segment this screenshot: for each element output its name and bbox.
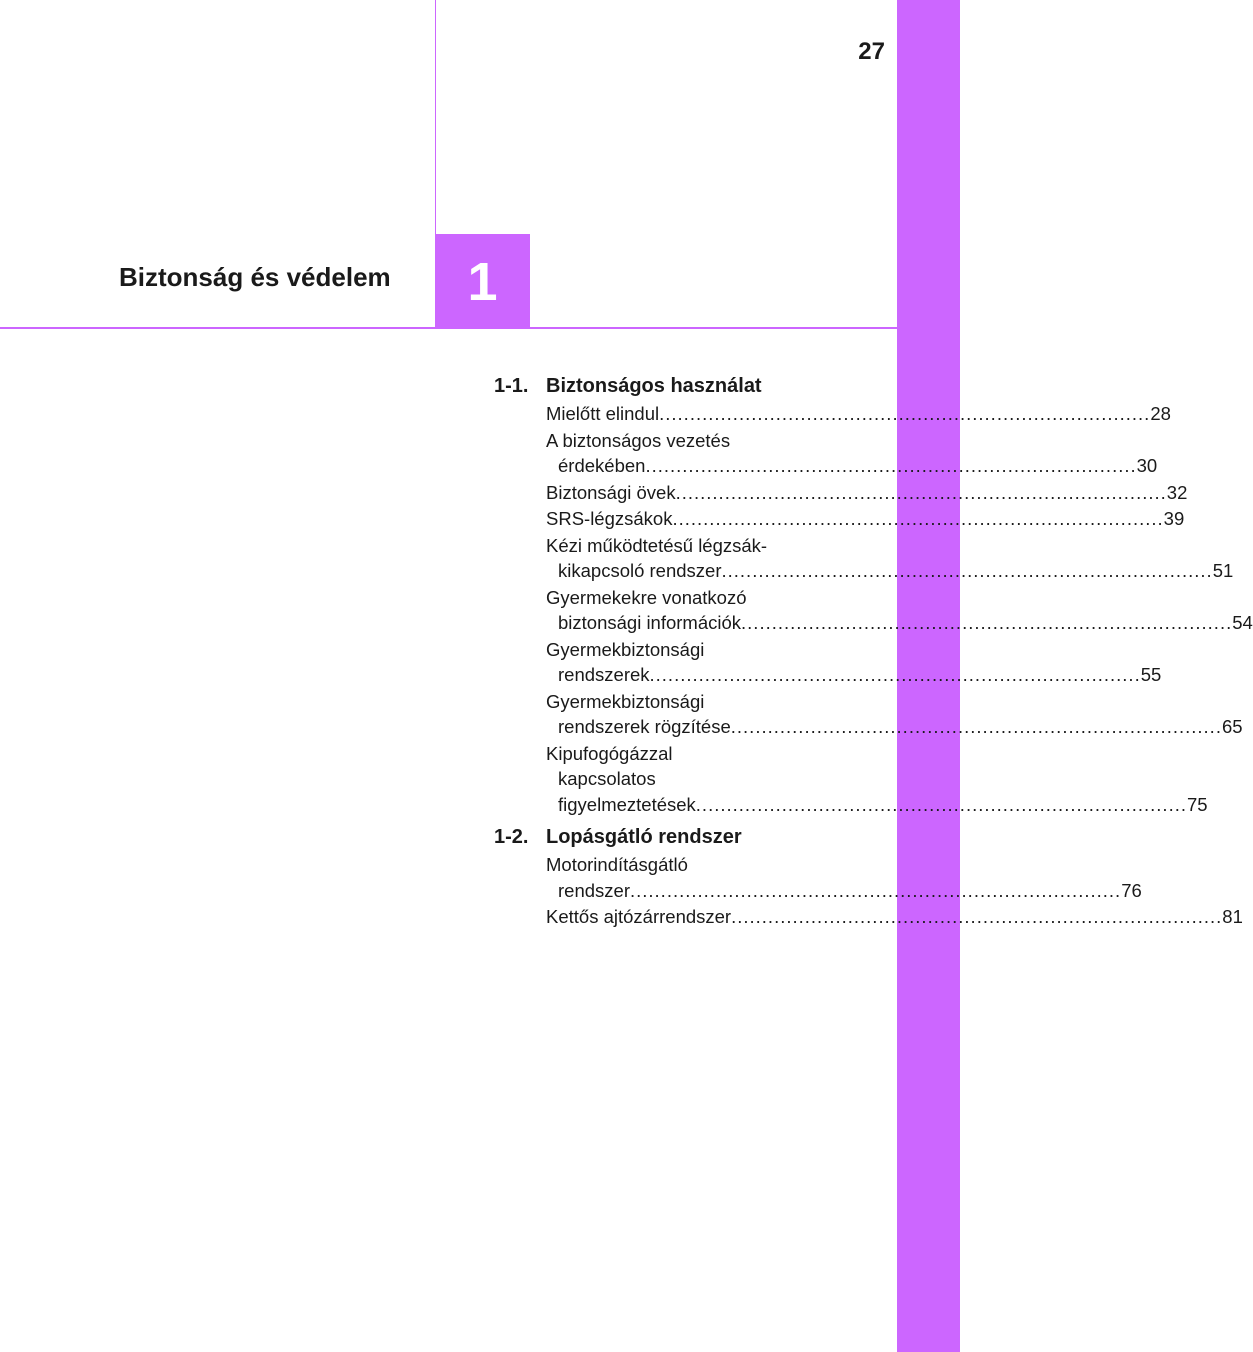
toc-entry-text: Kettős ajtózárrendszer bbox=[546, 906, 732, 927]
toc-entry-text: A biztonságos vezetés bbox=[546, 429, 731, 451]
toc-entry-text: Biztonsági övek bbox=[546, 481, 676, 503]
toc-page-number: 54 bbox=[1232, 612, 1253, 633]
toc-page-number: 76 bbox=[1121, 879, 1142, 901]
dot-leader: ................................................................................ bbox=[649, 664, 1141, 685]
toc-entry-text: Kipufogógázzal bbox=[546, 742, 673, 764]
toc-page-number: 28 bbox=[1150, 403, 1171, 424]
toc-page-number: 32 bbox=[1166, 481, 1188, 503]
toc-entry-text: Gyermekbiztonsági bbox=[546, 690, 705, 712]
toc-entry[interactable] bbox=[546, 480, 1188, 506]
toc-entry-list bbox=[546, 401, 1253, 817]
page-number: 27 bbox=[858, 38, 885, 65]
toc-entry-text: figyelmeztetések bbox=[558, 793, 696, 815]
toc-entry-text: rendszerek bbox=[558, 664, 650, 685]
dot-leader: ................................................................................ bbox=[730, 716, 1222, 737]
toc-entry-text: SRS-légzsákok bbox=[546, 508, 673, 529]
toc-entry[interactable] bbox=[546, 637, 1162, 688]
toc-page-number: 39 bbox=[1163, 508, 1185, 529]
section-number: 1-1. bbox=[494, 375, 529, 397]
section-title: Biztonságos használat bbox=[546, 375, 762, 397]
toc-entry-text: rendszerek rögzítése bbox=[558, 716, 731, 737]
toc-entry[interactable] bbox=[546, 428, 1158, 479]
toc-page-number: 30 bbox=[1136, 455, 1158, 476]
toc-entry-text: kikapcsoló rendszer bbox=[558, 560, 722, 581]
toc-entry-text: Motorindításgátló bbox=[546, 854, 688, 875]
toc-entry[interactable] bbox=[546, 689, 1243, 740]
toc-section-heading bbox=[494, 372, 836, 400]
toc-entry[interactable] bbox=[546, 506, 1185, 532]
vertical-divider bbox=[435, 0, 436, 234]
dot-leader: ................................................................................ bbox=[721, 560, 1213, 581]
toc-entry-text: biztonsági információk bbox=[558, 612, 742, 633]
dot-leader: ................................................................................ bbox=[731, 906, 1223, 927]
toc-entry-text: rendszer bbox=[558, 879, 630, 901]
toc-page-number: 65 bbox=[1221, 716, 1243, 737]
dot-leader: ................................................................................ bbox=[675, 481, 1167, 503]
section-number: 1-2. bbox=[494, 826, 529, 848]
toc-entry-text: érdekében bbox=[558, 455, 646, 476]
toc-entry-list bbox=[546, 852, 1243, 930]
toc-entry[interactable] bbox=[546, 904, 1243, 930]
section-title: Lopásgátló rendszer bbox=[546, 826, 742, 848]
chapter-number: 1 bbox=[467, 251, 498, 312]
dot-leader: ................................................................................ bbox=[645, 455, 1137, 476]
toc-entry-text: kapcsolatos bbox=[558, 768, 656, 789]
toc-entry[interactable] bbox=[546, 585, 1253, 636]
toc-entry-text: Gyermekbiztonsági bbox=[546, 638, 705, 660]
toc-entry[interactable] bbox=[546, 741, 1208, 818]
toc-section-heading bbox=[494, 823, 836, 851]
toc-entry[interactable] bbox=[546, 401, 1171, 427]
dot-leader: ................................................................................ bbox=[659, 403, 1151, 424]
toc-page-number: 51 bbox=[1212, 560, 1234, 581]
toc-entry-text: Mielőtt elindul bbox=[546, 403, 660, 424]
toc-page-number: 81 bbox=[1222, 906, 1243, 927]
table-of-contents bbox=[494, 372, 1253, 936]
dot-leader: ................................................................................ bbox=[629, 879, 1122, 901]
toc-page-number: 55 bbox=[1140, 664, 1162, 685]
chapter-number-box bbox=[435, 234, 530, 329]
toc-entry[interactable] bbox=[546, 533, 1234, 584]
dot-leader: ................................................................................ bbox=[695, 793, 1187, 815]
toc-page-number: 75 bbox=[1187, 793, 1208, 815]
dot-leader: ................................................................................ bbox=[672, 508, 1164, 529]
toc-entry-text: Gyermekekre vonatkozó bbox=[546, 586, 747, 608]
toc-entry[interactable] bbox=[546, 852, 1142, 903]
dot-leader: ................................................................................ bbox=[741, 612, 1233, 633]
chapter-title: Biztonság és védelem bbox=[119, 262, 391, 292]
toc-entry-text: Kézi működtetésű légzsák- bbox=[546, 534, 768, 556]
